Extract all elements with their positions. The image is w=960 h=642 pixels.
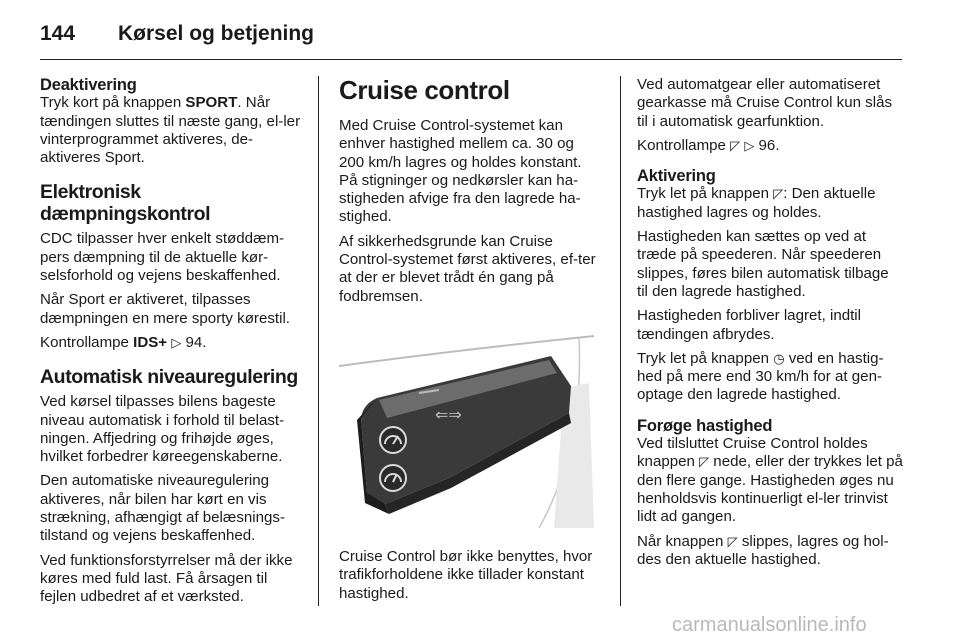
page-ref-triangle-icon: ▷ (744, 137, 755, 153)
paragraph: Tryk let på knappen ◷ ved en hastig-hed på mere end 30 km/h for at gen-optage den lagrede hastighed. (637, 349, 884, 404)
paragraph: Af sikkerhedsgrunde kan Cruise Control-systemet først aktiveres, ef-ter at der er blevet trådt én gang på fodbremsen. (339, 232, 596, 305)
cruise-control-speedometer-icon: ◸ (773, 186, 784, 202)
paragraph: Ved tilsluttet Cruise Control holdes knappen ◸ nede, eller der trykkes let på den flere gange. Hastigheden øges nu henholdsvis kontinuerligt el-ler trinvist lidt ad gangen. (637, 435, 903, 526)
cruise-control-lever-illustration (339, 328, 601, 528)
heading-cruise-control: Cruise control (339, 75, 510, 105)
cruise-control-speedometer-icon: ◸ (730, 137, 741, 153)
sport-button-label: SPORT (185, 94, 238, 112)
watermark: carmanualsonline.info (672, 614, 867, 636)
paragraph: Med Cruise Control-systemet kan enhver hastighed mellem ca. 30 og 200 km/h lagres og holdes konstant. På stigninger og nedkørsler kan ha-stigheden afvige fra den lagrede ha-stighed. (339, 117, 582, 226)
column-divider-2 (620, 76, 621, 606)
paragraph: Når Sport er aktiveret, tilpasses dæmpningen en mere sporty kørestil. (40, 291, 290, 327)
page-number: 144 (40, 22, 76, 45)
heading-aktivering: Aktivering (637, 167, 716, 186)
caption: Cruise Control bør ikke benyttes, hvor trafikforholdene ikke tillader konstant hastighed. (339, 547, 593, 602)
paragraph: CDC tilpasser hver enkelt støddæm-pers dæmpning til de aktuelle kør-selsforhold og vejens beskaffenhed. (40, 230, 285, 285)
paragraph: Hastigheden kan sættes op ved at træde på speederen. Når speederen slippes, føres bilen automatisk tilbage til den lagrede hastighed. (637, 228, 889, 300)
paragraph: Ved automatgear eller automatiseret gearkasse må Cruise Control kun slås til i automatisk gearfunktion. (637, 76, 893, 130)
paragraph: Tryk kort på knappen SPORT. Når tændingen sluttes til næste gang, el-ler vinterprogrammet aktiveres, de-aktiveres Sport. (40, 94, 301, 167)
column-2 (339, 76, 602, 609)
page-header (40, 22, 314, 46)
svg-text:⇐⇒: ⇐⇒ (435, 404, 462, 424)
cruise-control-speedometer-icon: ◸ (727, 533, 738, 549)
paragraph: Ved kørsel tilpasses bilens bageste niveau automatisk i forhold til belast-ningen. Affjedring og frihøjde øges, hvilket forbedrer køreegenskaberne. (40, 393, 285, 466)
cruise-resume-icon: ◷ (773, 350, 785, 366)
page-ref-triangle-icon: ▷ (171, 334, 182, 350)
paragraph: Hastigheden forbliver lagret, indtil tændingen afbrydes. (637, 307, 862, 343)
cruise-control-lever-figure (339, 328, 601, 528)
paragraph: Kontrollampe ◸ ▷ 96. (637, 136, 780, 154)
heading-deaktivering: Deaktivering (40, 76, 137, 94)
cruise-control-speedometer-icon: ◸ (699, 454, 710, 470)
paragraph: Når knappen ◸ slippes, lagres og hol-des den aktuelle hastighed. (637, 532, 889, 568)
column-divider-1 (318, 76, 319, 606)
heading-foroege-hastighed: Forøge hastighed (637, 416, 773, 435)
header-rule (40, 59, 902, 60)
ids-label: IDS+ (133, 333, 168, 351)
column-3 (637, 76, 903, 575)
paragraph: Ved funktionsforstyrrelser må der ikke køres med fuld last. Få årsagen til fejlen udbedret af et værksted. (40, 551, 293, 606)
paragraph: Den automatiske niveauregulering aktiveres, når bilen har kørt en vis strækning, afhængigt af belæsnings-tilstand og vejens beskaffenhed. (40, 472, 285, 545)
heading-edc: Elektronisk dæmpningskontrol (40, 181, 211, 226)
column-1 (40, 76, 302, 613)
page-title: Kørsel og betjening (118, 22, 315, 45)
paragraph: Tryk let på knappen ◸: Den aktuelle hastighed lagres og holdes. (637, 185, 876, 221)
paragraph: Kontrollampe IDS+ ▷ 94. (40, 333, 207, 351)
heading-niveauregulering: Automatisk niveauregulering (40, 366, 298, 389)
